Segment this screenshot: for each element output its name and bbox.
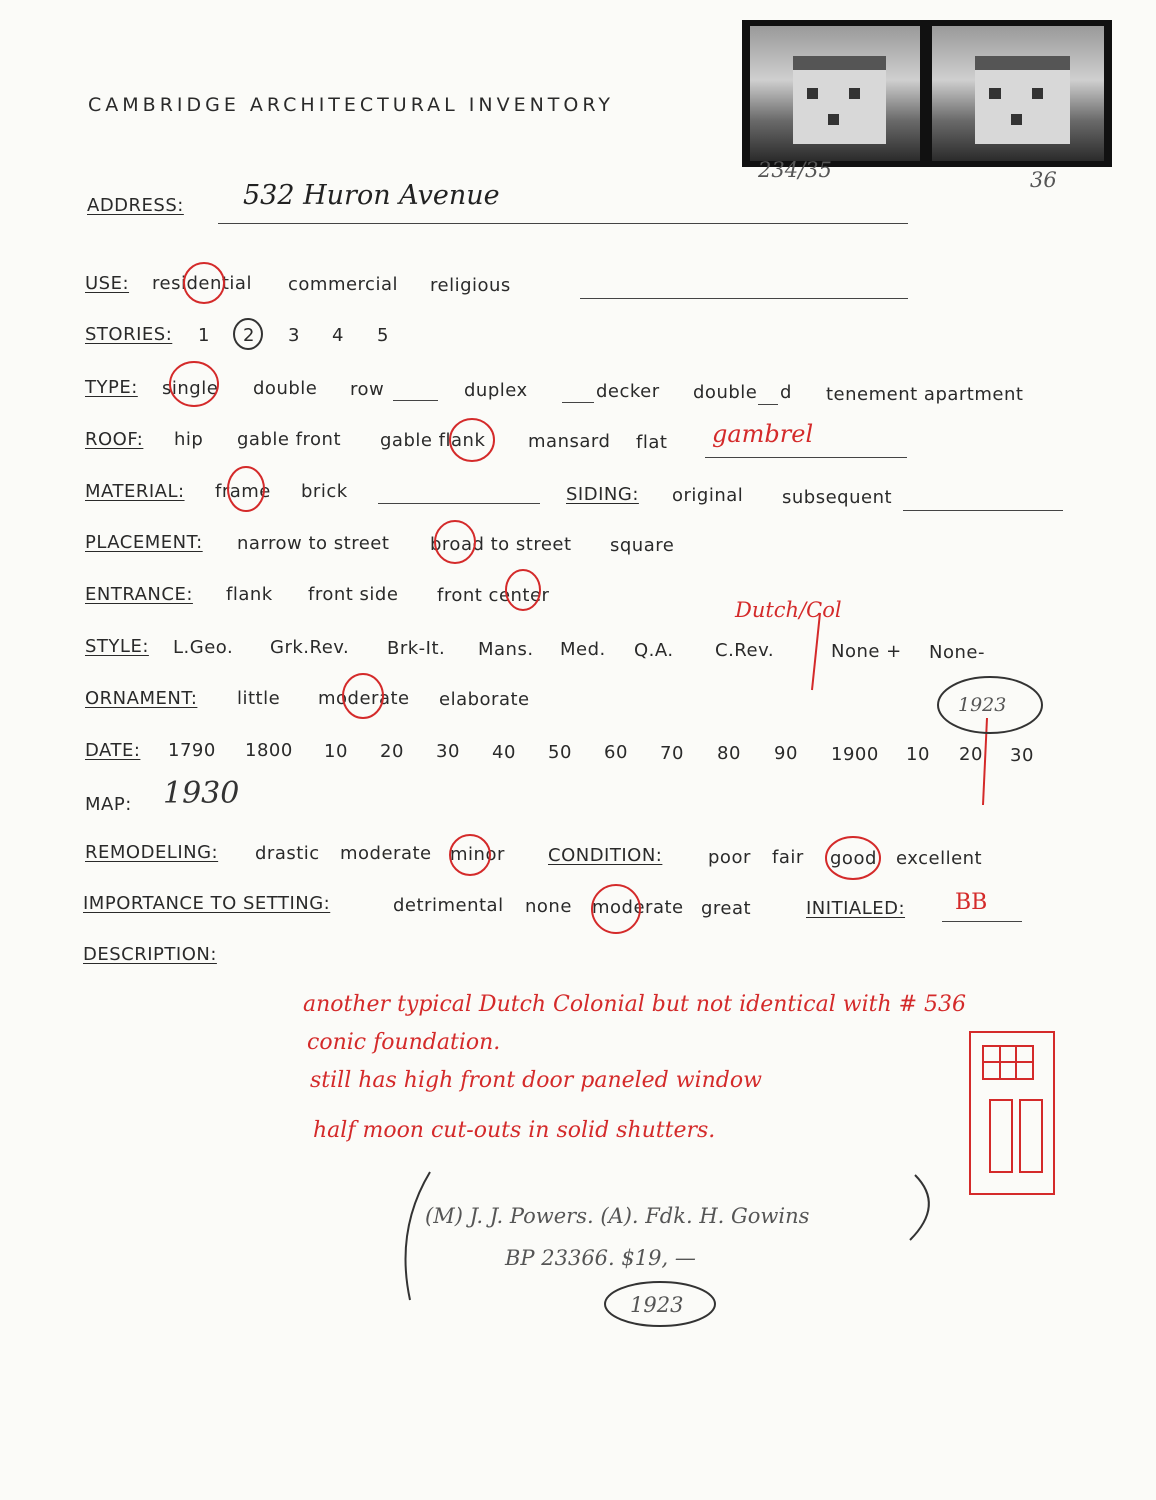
- stories-5[interactable]: 5: [377, 325, 389, 346]
- description-note-3: 1923: [630, 1293, 684, 1317]
- style-handwritten: Dutch/Col: [735, 598, 842, 622]
- condition-good[interactable]: good: [830, 848, 877, 869]
- map-label: MAP:: [85, 794, 132, 815]
- circle-broad: [435, 521, 475, 563]
- use-commercial[interactable]: commercial: [288, 274, 398, 295]
- initialed-handwritten: BB: [955, 890, 988, 915]
- entrance-front-center[interactable]: front center: [437, 585, 550, 606]
- condition-excellent[interactable]: excellent: [896, 848, 983, 869]
- bracket-left: [406, 1172, 431, 1300]
- circle-1923-note: [605, 1282, 715, 1326]
- ornament-little[interactable]: little: [237, 688, 281, 709]
- style-mans[interactable]: Mans.: [478, 639, 534, 660]
- date-1800[interactable]: 1800: [245, 740, 293, 761]
- date-90[interactable]: 90: [774, 743, 798, 764]
- date-1920[interactable]: 20: [959, 744, 983, 765]
- use-residential[interactable]: residential: [152, 273, 252, 294]
- description-line-2: conic foundation.: [307, 1030, 501, 1055]
- type-decker[interactable]: decker: [596, 381, 660, 402]
- date-1930[interactable]: 30: [1010, 745, 1034, 766]
- entrance-flank[interactable]: flank: [226, 584, 273, 605]
- type-row[interactable]: row: [350, 379, 385, 400]
- placement-narrow[interactable]: narrow to street: [237, 533, 390, 554]
- date-handwritten: 1923: [958, 694, 1007, 716]
- circle-stories-2: [234, 319, 262, 349]
- photo-label-right: 36: [1030, 168, 1057, 192]
- date-30[interactable]: 30: [436, 741, 460, 762]
- style-brkit[interactable]: Brk-It.: [387, 638, 446, 659]
- condition-label: CONDITION:: [548, 845, 663, 866]
- circle-minor: [450, 835, 490, 875]
- importance-label: IMPORTANCE TO SETTING:: [83, 893, 331, 914]
- circle-residential: [184, 263, 224, 303]
- style-grkrev[interactable]: Grk.Rev.: [270, 637, 350, 658]
- roof-gable-flank[interactable]: gable flank: [380, 430, 486, 451]
- type-duplex[interactable]: duplex: [464, 380, 528, 401]
- stories-4[interactable]: 4: [332, 325, 344, 346]
- remodeling-drastic[interactable]: drastic: [255, 843, 320, 864]
- description-line-3: still has high front door paneled window: [310, 1068, 762, 1093]
- roof-mansard[interactable]: mansard: [528, 431, 611, 452]
- initialed-label: INITIALED:: [806, 898, 906, 919]
- date-50[interactable]: 50: [548, 742, 572, 763]
- address-value: 532 Huron Avenue: [243, 180, 500, 211]
- date-60[interactable]: 60: [604, 742, 628, 763]
- circle-gable-flank: [450, 419, 494, 461]
- roof-handwritten: gambrel: [712, 420, 814, 448]
- roof-hip[interactable]: hip: [174, 429, 204, 450]
- style-label: STYLE:: [85, 636, 149, 657]
- type-label: TYPE:: [85, 377, 138, 398]
- circle-frame: [228, 467, 264, 511]
- date-80[interactable]: 80: [717, 743, 741, 764]
- style-divider: [812, 613, 820, 690]
- date-1910[interactable]: 10: [906, 744, 930, 765]
- ornament-label: ORNAMENT:: [85, 688, 198, 709]
- address-label: ADDRESS:: [87, 195, 184, 216]
- type-tenement-apartment[interactable]: tenement apartment: [826, 384, 1024, 405]
- roof-flat[interactable]: flat: [636, 432, 668, 453]
- style-none-plus[interactable]: None +: [831, 641, 902, 662]
- placement-label: PLACEMENT:: [85, 532, 203, 553]
- stories-3[interactable]: 3: [288, 325, 300, 346]
- style-lgeo[interactable]: L.Geo.: [173, 637, 234, 658]
- date-1900[interactable]: 1900: [831, 744, 879, 765]
- importance-detrimental[interactable]: detrimental: [393, 895, 504, 916]
- circle-1923-date: [938, 677, 1042, 733]
- remodeling-minor[interactable]: minor: [450, 844, 505, 865]
- date-1790[interactable]: 1790: [168, 740, 216, 761]
- ornament-moderate[interactable]: moderate: [318, 688, 410, 709]
- use-religious[interactable]: religious: [430, 275, 511, 296]
- date-10[interactable]: 10: [324, 741, 348, 762]
- style-crev[interactable]: C.Rev.: [715, 640, 775, 661]
- placement-square[interactable]: square: [610, 535, 675, 556]
- circle-moderate-ornament: [343, 674, 383, 718]
- date-70[interactable]: 70: [660, 743, 684, 764]
- circle-single: [170, 362, 218, 406]
- remodeling-moderate[interactable]: moderate: [340, 843, 432, 864]
- door-sketch-panel-right: [1020, 1100, 1042, 1172]
- remodeling-label: REMODELING:: [85, 842, 219, 863]
- entrance-front-side[interactable]: front side: [308, 584, 399, 605]
- description-line-4: half moon cut-outs in solid shutters.: [313, 1118, 716, 1143]
- use-label: USE:: [85, 273, 130, 294]
- bracket-right: [910, 1175, 929, 1240]
- condition-poor[interactable]: poor: [708, 847, 751, 868]
- stories-1[interactable]: 1: [198, 325, 210, 346]
- style-qa[interactable]: Q.A.: [634, 640, 674, 661]
- importance-great[interactable]: great: [701, 898, 752, 919]
- roof-label: ROOF:: [85, 429, 144, 450]
- date-arrow-line: [983, 718, 987, 805]
- description-note-2: BP 23366. $19, —: [505, 1246, 696, 1270]
- material-brick[interactable]: brick: [301, 481, 348, 502]
- ornament-elaborate[interactable]: elaborate: [439, 689, 530, 710]
- type-single[interactable]: single: [162, 378, 219, 399]
- circle-good: [826, 837, 880, 879]
- date-label: DATE:: [85, 740, 141, 761]
- style-med[interactable]: Med.: [560, 639, 606, 660]
- type-double-decker[interactable]: double: [693, 382, 758, 403]
- map-handwritten: 1930: [163, 776, 240, 811]
- description-note-1: (M) J. J. Powers. (A). Fdk. H. Gowins: [425, 1204, 810, 1228]
- siding-subsequent[interactable]: subsequent: [782, 487, 893, 508]
- circle-center: [506, 570, 540, 610]
- type-double[interactable]: double: [253, 378, 318, 399]
- entrance-label: ENTRANCE:: [85, 584, 193, 605]
- door-sketch-window-grid: [983, 1046, 1033, 1079]
- circle-moderate-importance: [592, 885, 640, 933]
- siding-label: SIDING:: [566, 484, 639, 505]
- placement-broad[interactable]: broad to street: [430, 534, 572, 555]
- condition-fair[interactable]: fair: [772, 847, 804, 868]
- importance-none[interactable]: none: [525, 896, 572, 917]
- date-20[interactable]: 20: [380, 741, 404, 762]
- description-label: DESCRIPTION:: [83, 944, 217, 965]
- stories-2[interactable]: 2: [243, 325, 255, 346]
- page-title: CAMBRIDGE ARCHITECTURAL INVENTORY: [88, 94, 614, 116]
- description-line-1: another typical Dutch Colonial but not identical with # 536: [303, 992, 967, 1017]
- importance-moderate[interactable]: moderate: [592, 897, 684, 918]
- door-sketch-panel-left: [990, 1100, 1012, 1172]
- material-label: MATERIAL:: [85, 481, 185, 502]
- stories-label: STORIES:: [85, 324, 173, 345]
- style-none-minus[interactable]: None-: [929, 642, 985, 663]
- date-40[interactable]: 40: [492, 742, 516, 763]
- type-d[interactable]: d: [780, 382, 792, 403]
- photo-label-left: 234/35: [758, 158, 832, 182]
- siding-original[interactable]: original: [672, 485, 744, 506]
- roof-gable-front[interactable]: gable front: [237, 429, 341, 450]
- material-frame[interactable]: frame: [215, 481, 271, 502]
